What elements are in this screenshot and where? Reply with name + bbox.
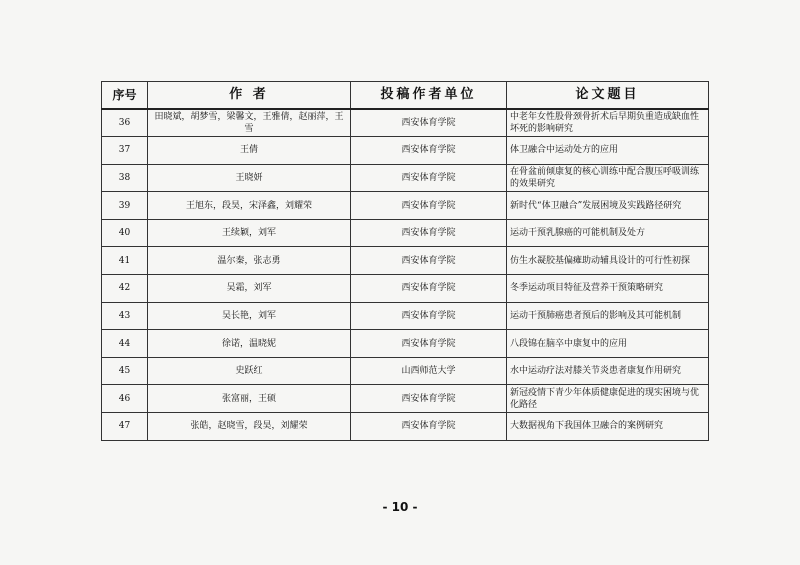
row-paper-title: 八段锦在脑卒中康复中的应用	[507, 330, 709, 358]
row-serial-number: 36	[102, 109, 148, 137]
row-author-unit: 西安体育学院	[351, 275, 507, 303]
row-authors: 王续颖，刘军	[148, 219, 351, 247]
row-paper-title: 在骨盆前倾康复的核心训练中配合腹压呼吸训练的效果研究	[507, 164, 709, 192]
row-paper-title: 仿生水凝胶基偏瘫助动辅具设计的可行性初探	[507, 247, 709, 275]
row-serial-number: 39	[102, 192, 148, 220]
row-authors: 吴霜，刘军	[148, 275, 351, 303]
row-author-unit: 山西师范大学	[351, 357, 507, 385]
page-number: - 10 -	[382, 500, 418, 514]
row-serial-number: 38	[102, 164, 148, 192]
table-row	[102, 164, 709, 192]
header-serial-number: 序号	[102, 82, 148, 110]
row-serial-number: 42	[102, 275, 148, 303]
row-authors: 田晓斌，胡梦雪，梁馨文，王雅倩，赵丽萍，王雪	[148, 109, 351, 137]
row-author-unit: 西安体育学院	[351, 192, 507, 220]
row-authors: 张皓，赵晓雪，段昊，刘耀荣	[148, 413, 351, 441]
row-serial-number: 45	[102, 357, 148, 385]
row-serial-number: 47	[102, 413, 148, 441]
row-authors: 史跃红	[148, 357, 351, 385]
paper-list-table	[101, 81, 709, 441]
table-row	[102, 275, 709, 303]
row-author-unit: 西安体育学院	[351, 164, 507, 192]
row-serial-number: 46	[102, 385, 148, 413]
table-body	[102, 109, 709, 440]
row-serial-number: 40	[102, 219, 148, 247]
table-row	[102, 385, 709, 413]
row-paper-title: 运动干预肺癌患者预后的影响及其可能机制	[507, 302, 709, 330]
row-paper-title: 运动干预乳腺癌的可能机制及处方	[507, 219, 709, 247]
table-row	[102, 357, 709, 385]
header-author-unit: 投稿作者单位	[351, 82, 507, 110]
table-row	[102, 302, 709, 330]
row-authors: 徐诺，温晓妮	[148, 330, 351, 358]
table-row	[102, 413, 709, 441]
row-serial-number: 37	[102, 137, 148, 165]
row-paper-title: 水中运动疗法对膝关节炎患者康复作用研究	[507, 357, 709, 385]
table-row	[102, 192, 709, 220]
header-paper-title: 论文题目	[507, 82, 709, 110]
row-paper-title: 中老年女性股骨颈骨折术后早期负重造成缺血性坏死的影响研究	[507, 109, 709, 137]
row-authors: 王旭东，段昊，宋泽鑫，刘耀荣	[148, 192, 351, 220]
row-paper-title: 新冠疫情下青少年体质健康促进的现实困境与优化路径	[507, 385, 709, 413]
row-author-unit: 西安体育学院	[351, 137, 507, 165]
row-authors: 张富丽，王硕	[148, 385, 351, 413]
row-paper-title: 大数据视角下我国体卫融合的案例研究	[507, 413, 709, 441]
row-author-unit: 西安体育学院	[351, 109, 507, 137]
header-author: 作 者	[148, 82, 351, 110]
row-authors: 吴长艳，刘军	[148, 302, 351, 330]
table-row	[102, 137, 709, 165]
row-paper-title: 体卫融合中运动处方的应用	[507, 137, 709, 165]
row-authors: 王倩	[148, 137, 351, 165]
row-serial-number: 43	[102, 302, 148, 330]
row-serial-number: 41	[102, 247, 148, 275]
row-authors: 温尔秦，张志勇	[148, 247, 351, 275]
table-row	[102, 219, 709, 247]
row-author-unit: 西安体育学院	[351, 219, 507, 247]
row-author-unit: 西安体育学院	[351, 302, 507, 330]
row-author-unit: 西安体育学院	[351, 247, 507, 275]
row-paper-title: 冬季运动项目特征及营养干预策略研究	[507, 275, 709, 303]
table-row	[102, 330, 709, 358]
row-author-unit: 西安体育学院	[351, 385, 507, 413]
table-row	[102, 109, 709, 137]
row-serial-number: 44	[102, 330, 148, 358]
table-header	[102, 82, 709, 110]
row-authors: 王晓妍	[148, 164, 351, 192]
table-row	[102, 247, 709, 275]
row-author-unit: 西安体育学院	[351, 330, 507, 358]
row-author-unit: 西安体育学院	[351, 413, 507, 441]
row-paper-title: 新时代“体卫融合”发展困境及实践路径研究	[507, 192, 709, 220]
